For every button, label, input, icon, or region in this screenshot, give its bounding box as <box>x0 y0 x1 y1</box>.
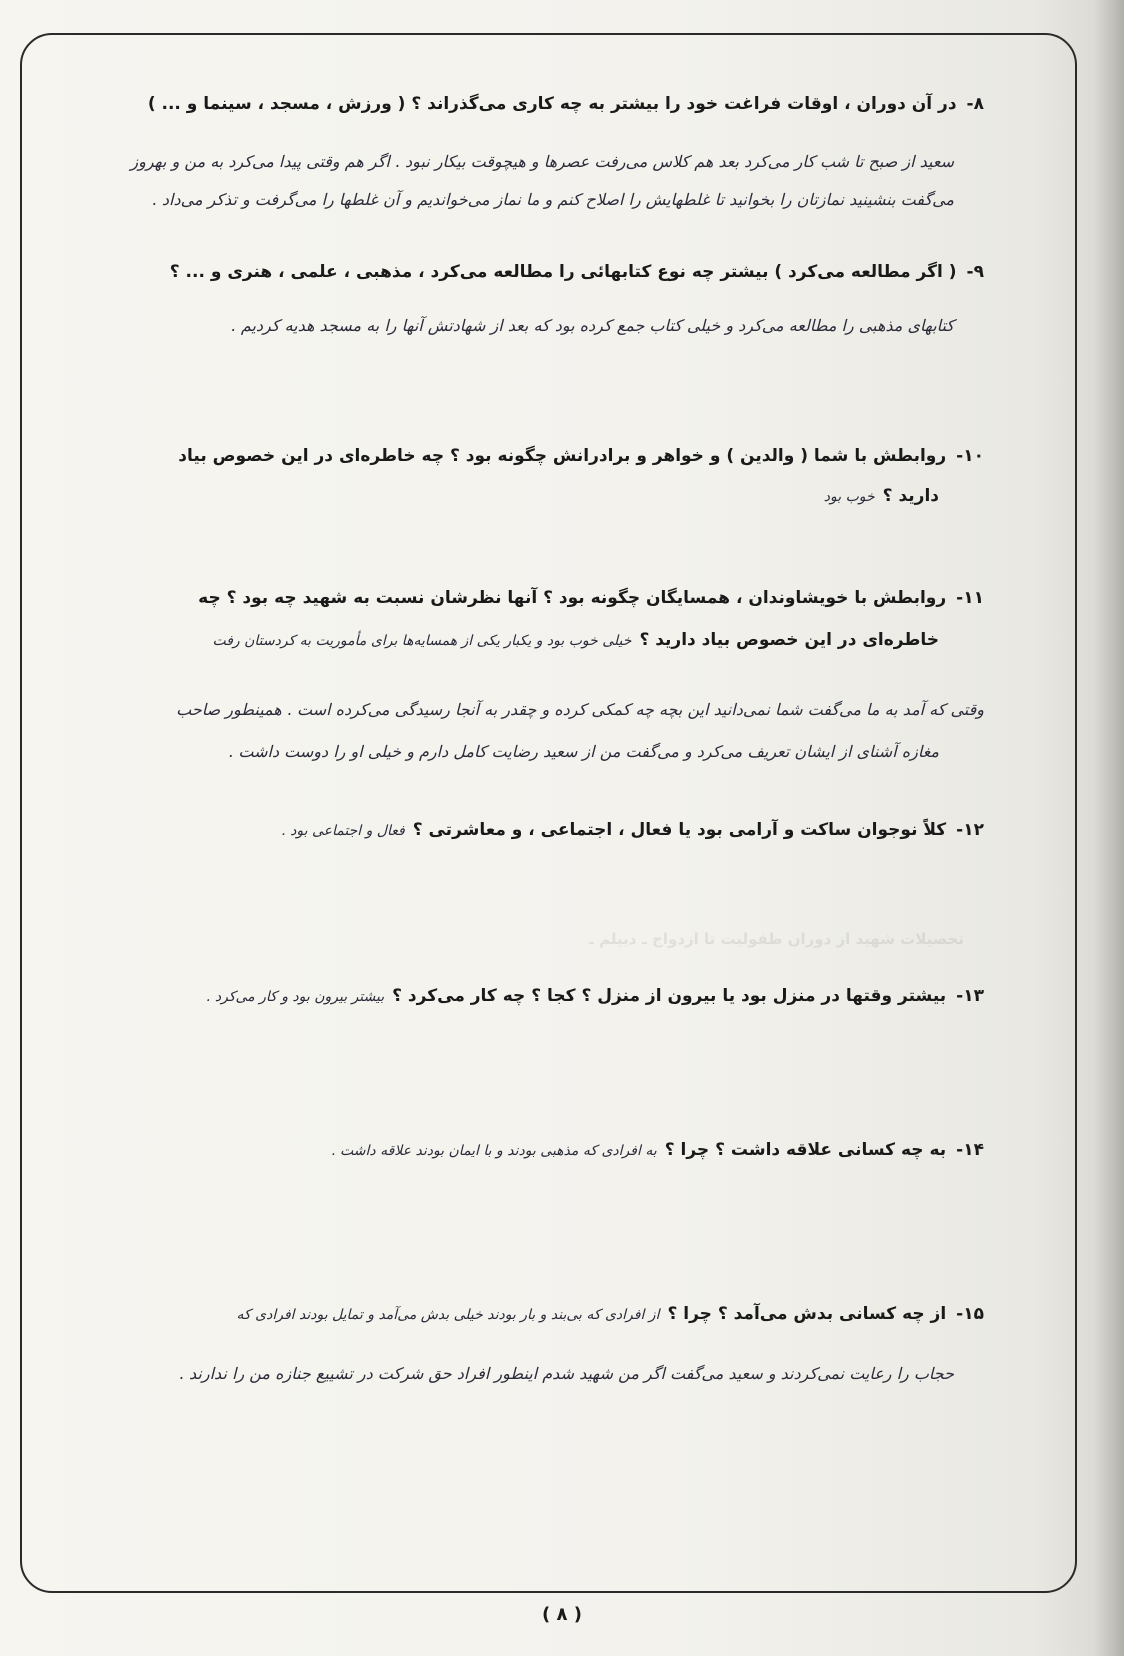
answer-10: خوب بود <box>823 489 875 505</box>
answer-15 <box>34 1360 954 1388</box>
page-edge-shadow <box>1094 0 1124 1656</box>
question-13-number: ۱۳- <box>956 986 984 1006</box>
question-14-text: ۱۴-به چه کسانی علاقه داشت ؟ چرا ؟به افرادی که مذهبی بودند و با ایمان بودند علاقه داشت . <box>331 1140 984 1160</box>
question-9-text: ۹-( اگر مطالعه می‌کرد ) بیشتر چه نوع کتابهائی را مطالعه می‌کرد ، مذهبی ، علمی ، هنری و ... ؟ <box>169 262 984 282</box>
answer-11-line-2: مغازه آشنای از ایشان تعریف می‌کرد و می‌گفت من از سعید رضایت کامل دارم و خیلی او را دوست داشت . <box>228 742 939 761</box>
answer-14: به افرادی که مذهبی بودند و با ایمان بودند علاقه داشت . <box>331 1143 657 1159</box>
question-15-number: ۱۵- <box>956 1304 984 1324</box>
answer-12: فعال و اجتماعی بود . <box>281 823 405 839</box>
question-14-number: ۱۴- <box>956 1140 984 1160</box>
bleed-through-text: تحصیلات شهید از دوران طفولیت تا ازدواج ـ دیپلم ـ <box>588 930 964 948</box>
question-8 <box>84 90 984 118</box>
answer-13: بیشتر بیرون بود و کار می‌کرد . <box>205 989 385 1005</box>
question-10-text: ۱۰-روابطش با شما ( والدین ) و خواهر و برادرانش چگونه بود ؟ چه خاطره‌ای در این خصوص بیاد <box>178 446 984 466</box>
answer-8-line-1: سعید از صبح تا شب کار می‌کرد بعد هم کلاس می‌رفت عصرها و هیچوقت بیکار نبود . اگر هم وقتی پیدا می‌کرد به من و بهروز <box>130 152 954 171</box>
answer-9 <box>54 312 954 340</box>
question-10-number: ۱۰- <box>956 446 984 466</box>
page-number: ( ۸ ) <box>542 1604 582 1625</box>
question-10-text-cont: دارید ؟خوب بود <box>823 486 939 506</box>
question-8-text: ۸-در آن دوران ، اوقات فراغت خود را بیشتر به چه کاری می‌گذراند ؟ ( ورزش ، مسجد ، سینما و ... ) <box>147 94 984 114</box>
answer-8-line-2: می‌گفت بنشینید نمازتان را بخوانید تا غلطهایش را اصلاح کنم و ما نماز می‌خواندیم و آن غلطها را می‌گرفت و تذکر می‌داد . <box>151 190 954 209</box>
question-15 <box>34 1300 984 1329</box>
question-13-text: ۱۳-بیشتر وقتها در منزل بود یا بیرون از منزل ؟ کجا ؟ چه کار می‌کرد ؟بیشتر بیرون بود و کار می‌کرد . <box>205 986 984 1006</box>
question-13 <box>84 982 984 1011</box>
question-11-text: ۱۱-روابطش با خویشاوندان ، همسایگان چگونه بود ؟ آنها نظرشان نسبت به شهید چه بود ؟ چه <box>198 588 984 608</box>
question-12-text: ۱۲-کلاً نوجوان ساکت و آرامی بود یا فعال ، اجتماعی ، و معاشرتی ؟فعال و اجتماعی بود . <box>281 820 984 840</box>
question-12 <box>84 816 984 845</box>
question-11-text-cont: خاطره‌ای در این خصوص بیاد دارید ؟خیلی خوب بود و یکبار یکی از همسایه‌ها برای مأموریت به کردستان رفت <box>212 630 939 650</box>
question-9 <box>84 258 984 286</box>
question-11 <box>84 584 984 655</box>
answer-11 <box>44 696 984 766</box>
answer-15-line-1: حجاب را رعایت نمی‌کردند و سعید می‌گفت اگر من شهید شدم اینطور افراد حق شرکت در تشییع جنازه من را ندارند . <box>178 1364 954 1383</box>
answer-15-inline: از افرادی که بی‌بند و بار بودند خیلی بدش می‌آمد و تمایل بودند افرادی که <box>236 1307 660 1323</box>
question-9-number: ۹- <box>966 262 984 282</box>
answer-9-line-1: کتابهای مذهبی را مطالعه می‌کرد و خیلی کتاب جمع کرده بود که بعد از شهادتش آنها را به مسجد هدیه کردیم . <box>230 316 954 335</box>
question-14 <box>84 1136 984 1165</box>
answer-11-inline: خیلی خوب بود و یکبار یکی از همسایه‌ها برای مأموریت به کردستان رفت <box>212 633 632 649</box>
question-11-number: ۱۱- <box>956 588 984 608</box>
question-15-text: ۱۵-از چه کسانی بدش می‌آمد ؟ چرا ؟از افرادی که بی‌بند و بار بودند خیلی بدش می‌آمد و تمایل بودند افرادی که <box>236 1304 984 1324</box>
question-12-number: ۱۲- <box>956 820 984 840</box>
question-8-number: ۸- <box>966 94 984 114</box>
question-10 <box>84 442 984 511</box>
answer-11-line-1: وقتی که آمد به ما می‌گفت شما نمی‌دانید این بچه چه کمکی کرده و چقدر به آنجا رسیدگی می‌کرده است . همینطور صاحب <box>176 700 984 719</box>
answer-8 <box>54 148 954 214</box>
